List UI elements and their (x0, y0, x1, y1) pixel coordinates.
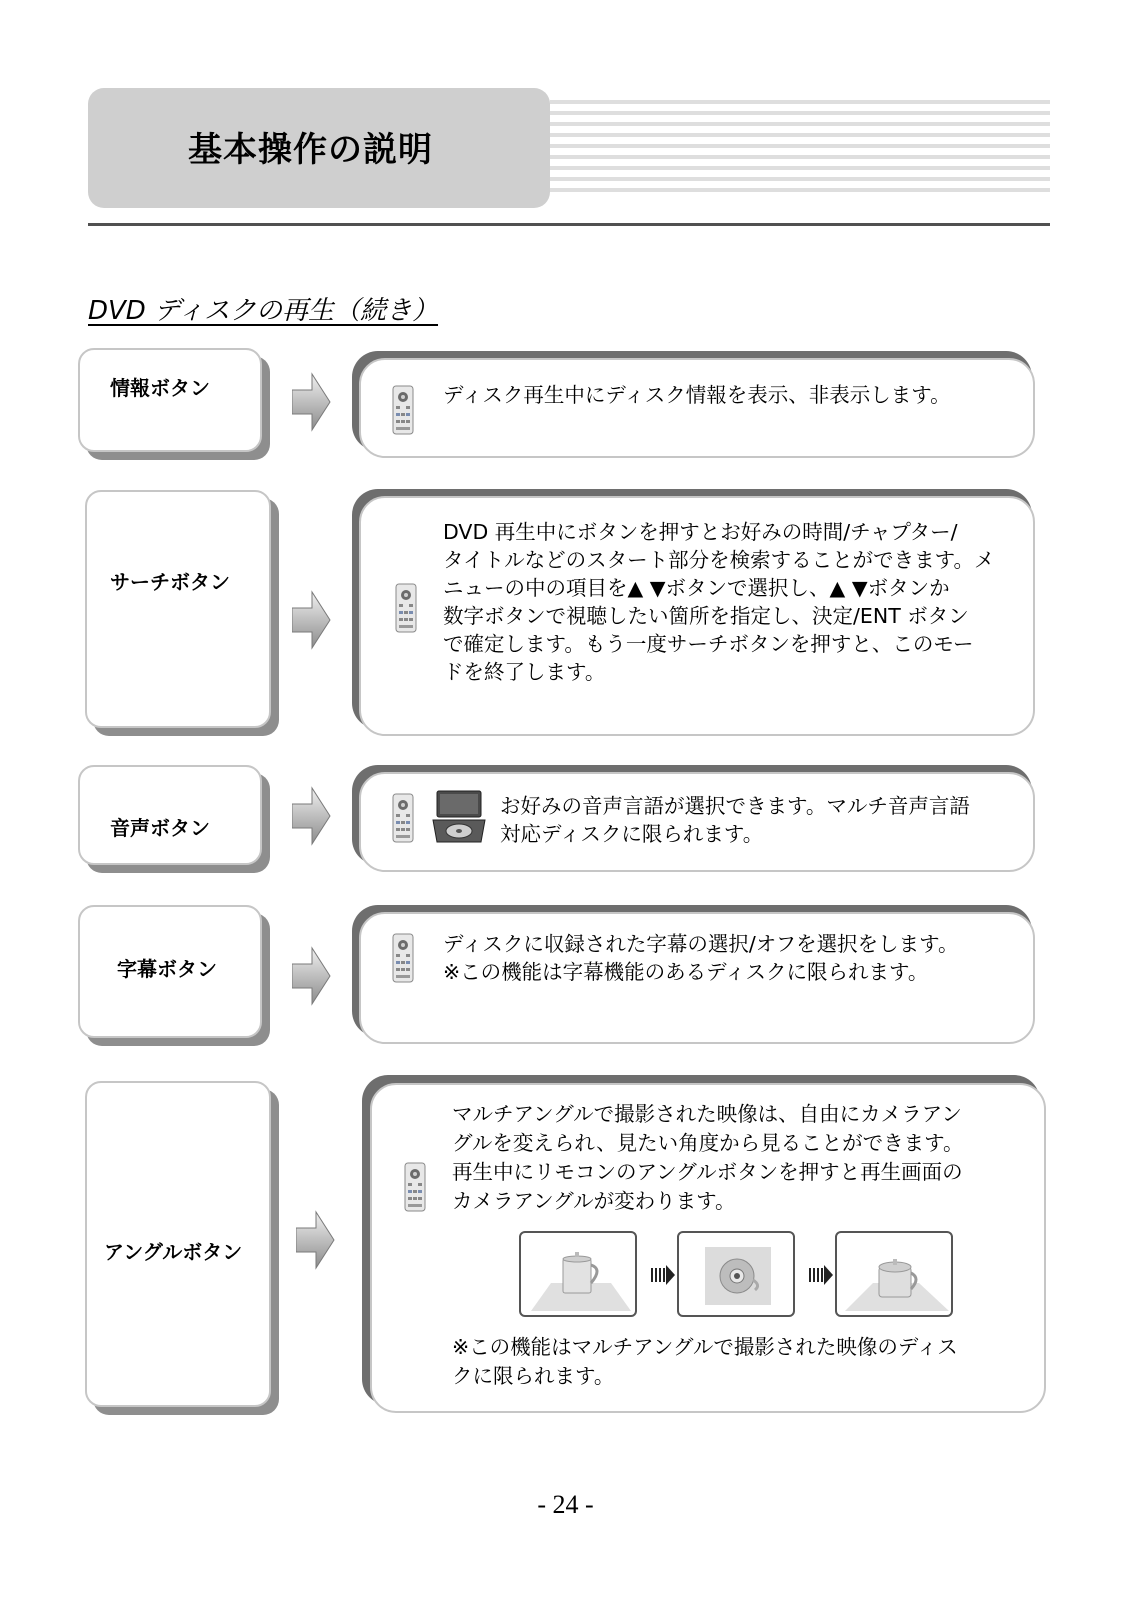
portable-dvd-player-icon (431, 790, 487, 844)
header-stripes (550, 100, 1050, 200)
cup-top-view-icon (677, 1231, 795, 1317)
note-text (452, 1333, 958, 1391)
remote-icon (392, 933, 414, 983)
remote-icon (392, 385, 414, 435)
label-search-button: サーチボタン (110, 570, 230, 594)
remote-icon (392, 793, 414, 843)
text-line: 数字ボタンで視聴したい箇所を指定し、決定/ENT ボタン (443, 604, 969, 628)
text-line: カメラアングルが変わります。 (452, 1189, 736, 1213)
description-text (443, 381, 951, 409)
page-number: - 24 - (537, 1490, 594, 1519)
label-subtitle-button: 字幕ボタン (117, 957, 217, 981)
remote-icon (404, 1162, 426, 1212)
page-title: 基本操作の説明 (188, 130, 433, 170)
cup-side-view-icon (519, 1231, 637, 1317)
text-line: ディスクに収録された字幕の選択/オフを選択をします。 (443, 932, 959, 956)
text-line: ディスク再生中にディスク情報を表示、非表示します。 (443, 383, 951, 407)
text-line: ニューの中の項目を▲ ▼ボタンで選択し、▲ ▼ボタンか (443, 576, 950, 600)
remote-icon (395, 583, 417, 633)
text-line: 再生中にリモコンのアングルボタンを押すと再生画面の (452, 1160, 963, 1184)
text-line: ドを終了します。 (443, 660, 606, 684)
text-line: タイトルなどのスタート部分を検索することができます。メ (443, 548, 995, 572)
right-arrow-icon (292, 372, 332, 432)
next-arrow-icon (651, 1265, 675, 1285)
text-line: クに限られます。 (452, 1364, 615, 1388)
next-arrow-icon (809, 1265, 833, 1285)
text-line: 対応ディスクに限られます。 (500, 822, 764, 846)
description-text (443, 518, 994, 686)
section-title: DVD ディスクの再生（続き） (88, 296, 439, 326)
header-divider (88, 223, 1050, 226)
label-audio-button: 音声ボタン (110, 816, 210, 840)
description-text (443, 930, 959, 986)
text-line: DVD 再生中にボタンを押すとお好みの時間/チャプター/ (443, 520, 958, 544)
right-arrow-icon (292, 786, 332, 846)
label-info-button: 情報ボタン (110, 376, 210, 400)
text-line: お好みの音声言語が選択できます。マルチ音声言語 (500, 794, 970, 818)
description-text (452, 1100, 963, 1216)
text-line: で確定します。もう一度サーチボタンを押すと、このモー (443, 632, 974, 656)
right-arrow-icon (292, 946, 332, 1006)
text-line: ※この機能はマルチアングルで撮影された映像のディス (452, 1335, 958, 1359)
cup-angled-view-icon (835, 1231, 953, 1317)
description-text (500, 792, 970, 848)
right-arrow-icon (292, 590, 332, 650)
text-line: ※この機能は字幕機能のあるディスクに限られます。 (443, 960, 929, 984)
label-angle-button: アングルボタン (104, 1240, 243, 1264)
text-line: グルを変えられ、見たい角度から見ることができます。 (452, 1131, 964, 1155)
right-arrow-icon (296, 1210, 336, 1270)
text-line: マルチアングルで撮影された映像は、自由にカメラアン (452, 1102, 962, 1126)
label-box (85, 490, 271, 728)
